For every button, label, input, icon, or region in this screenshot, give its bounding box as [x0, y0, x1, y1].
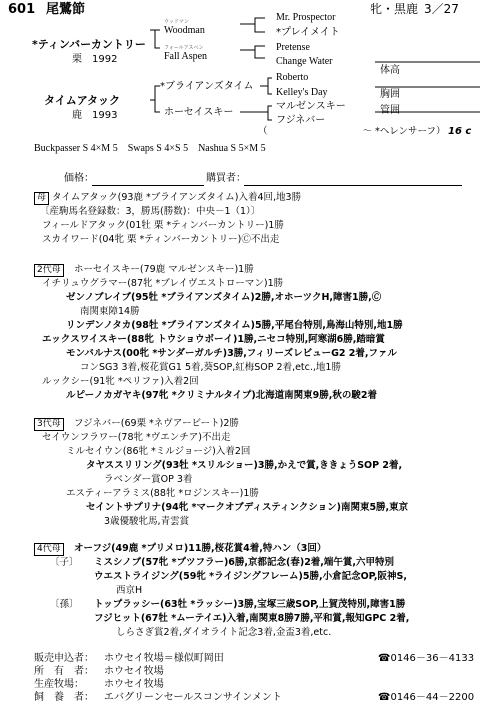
gen3-line-2: セイウンフラワー(78牝 *ヴエンチア)不出走	[42, 432, 231, 443]
seller-label: 販売申込者：	[34, 653, 94, 664]
ds-dam: Kelley's Day	[276, 87, 328, 98]
raiser-value: エバグリーンセールスコンサインメント	[104, 692, 282, 703]
gen4-line-2: ミスシノブ(57牝 *プツフラー)6勝,京都記念(春)2着,端午賞,六甲特別	[94, 557, 395, 568]
gen3-line-8: 3歳優駿牝馬,青雲賞	[104, 516, 190, 527]
breeder-label: 生産牧場：	[34, 679, 84, 690]
sire-sire-name: Woodman	[164, 25, 205, 36]
sd-sire: Pretense	[276, 42, 310, 53]
ds-sire: Roberto	[276, 72, 309, 83]
dam-line-1: タイムアタック(93鹿 *ブライアンズタイム)入着4回,地3勝	[52, 192, 302, 203]
dam-dam-name: ホーセイスキー	[164, 107, 234, 118]
gen4-line-1: オーフジ(49鹿 *プリメロ)11勝,桜花賞4着,特ハン（3回）	[74, 543, 327, 554]
sire-detail: 栗 1992	[72, 54, 118, 65]
female-tail-line: （ 〜 *ヘレンサーフ）	[258, 126, 446, 137]
gen3-line-3: ミルセイウン(86牝 *ミルジョージ)入着2回	[66, 446, 251, 457]
price-underline	[92, 185, 204, 186]
gen3-line-5: ラベンダー賞OP 3着	[104, 474, 193, 485]
buyer-label: 購買者：	[206, 173, 246, 184]
gen4-section-tag: 4代母	[34, 543, 68, 556]
chest-label: 胸囲	[380, 89, 400, 100]
breeder-value: ホウセイ牧場	[104, 679, 164, 690]
dam-line-3: フィールドアタック(01牡 栗 *ティンバーカントリー)1勝	[42, 220, 284, 231]
birthday: 3／27	[424, 2, 459, 16]
gen2-line-9: ルックシー(91牝 *ペリファ)入着2回	[42, 376, 199, 387]
gen2-line-1: ホーセイスキー(79鹿 マルゼンスキー)1勝	[74, 264, 254, 275]
inbreeding-line: Buckpasser S 4×M 5 Swaps S 4×S 5 Nashua S 5×M 5	[34, 143, 266, 154]
dd-sire: マルゼンスキー	[276, 101, 346, 112]
gen4-line-4: 西京H	[116, 585, 143, 596]
sire-dam-ruby: フォールアスペン	[164, 45, 204, 51]
ss-dam: *プレイメイト	[276, 27, 340, 38]
gen3-line-1: フジネバー(69栗 *ネヴアービート)2勝	[74, 418, 239, 429]
gen2-section-tag: 2代母	[34, 264, 68, 277]
raiser-tel: ☎0146－44－2200	[378, 692, 475, 703]
height-label: 体高	[380, 65, 400, 76]
sire-sire-ruby: ウッドマン	[164, 19, 189, 25]
gen4-offspring-label: 〔子〕	[50, 557, 79, 568]
gen3-line-7: セイントサプリナ(94牝 *マークオブディスティンクション)南関東5勝,東京	[86, 502, 409, 513]
dam-line-2: 〔産駒馬名登録数：3，勝馬(勝数)：中央－1（1）〕	[40, 206, 261, 217]
gen2-line-6: エックスワイスキー(88牝 トウショウボーイ)1勝,ニセコ特別,阿寒湖6勝,踏暗賞	[42, 334, 385, 345]
price-label: 価格：	[64, 173, 94, 184]
gen4-grandchild-label: 〔孫〕	[50, 599, 79, 610]
dam-sire-name: *ブライアンズタイム	[160, 81, 254, 92]
gen4-line-7: しらさぎ賞2着,ダイオライト記念3着,金盃3着,etc.	[116, 627, 332, 638]
owner-value: ホウセイ牧場	[104, 666, 164, 677]
gen3-line-6: エスティーアラミス(88牝 *ロジンスキー)1勝	[66, 488, 259, 499]
dd-dam: フジネバー	[276, 115, 326, 126]
gen2-line-10: ルピーノカガヤキ(97牝 *クリミナルタイプ)北海道南関東9勝,秋の駿2着	[66, 390, 378, 401]
cannon-label: 管囲	[380, 105, 400, 116]
gen2-line-3: ゼンノブレイブ(95牡 *ブライアンズタイム)2勝,オホーツクH,障害1勝,🄫	[66, 292, 382, 303]
gen3-section-tag: 3代母	[34, 418, 68, 431]
lot-name: 尾鷺節	[46, 2, 86, 17]
seller-value: ホウセイ牧場＝様似町岡田	[104, 653, 224, 664]
gen2-line-2: イチリュウグラマー(87牝 *ブレイヴエストローマン)1勝	[42, 278, 284, 289]
seller-tel: ☎0146－36－4133	[378, 653, 475, 664]
gen3-line-4: タヤススリリング(93牡 *スリルショー)3勝,かえで賞,ききょうSOP 2着,	[86, 460, 403, 471]
gen4-line-3: ウエストライジング(59牝 *ライジングフレーム)5勝,小倉記念OP,阪神S,	[94, 571, 407, 582]
gen2-line-7: モンバルナス(00牝 *サンダーガルチ)3勝,フィリーズレビューG2 2着,ファル	[66, 348, 397, 359]
sire-name: *ティンバーカントリー	[32, 38, 146, 51]
owner-label: 所 有 者：	[34, 666, 94, 677]
dam-name: タイムアタック	[44, 94, 121, 107]
buyer-underline	[244, 185, 462, 186]
lot-number: 601	[8, 2, 36, 17]
sire-dam-name: Fall Aspen	[164, 51, 208, 62]
sd-dam: Change Water	[276, 56, 333, 67]
gen2-line-5: リンデンノタカ(98牡 *ブライアンズタイム)5勝,平尾台特別,鳥海山特別,地1勝	[66, 320, 403, 331]
dam-detail: 鹿 1993	[72, 110, 118, 121]
sex-color: 牝・黒鹿	[370, 2, 419, 16]
raiser-label: 飼 養 者：	[34, 692, 94, 703]
gen2-line-4: 南関東障14勝	[80, 306, 140, 317]
dam-line-4: スカイワード(04牝 栗 *ティンバーカントリー)🄫不出走	[42, 234, 280, 245]
ss-sire: Mr. Prospector	[276, 12, 336, 23]
gen2-line-8: コンSG3 3着,桜花賞G1 5着,葵SOP,紅梅SOP 2着,etc.,地1勝	[80, 362, 341, 373]
gen4-line-5: トップラッシー(63牡 *ラッシー)3勝,宝塚三歳SOP,上賀茂特別,障害1勝	[94, 599, 406, 610]
family-number: 16 c	[448, 126, 472, 137]
gen4-line-6: フジヒット(67牡 *ムーテイエ)入着,南関東8勝7勝,平和賞,報知GPC 2着,	[94, 613, 410, 624]
dam-section-tag: 母	[34, 192, 53, 205]
